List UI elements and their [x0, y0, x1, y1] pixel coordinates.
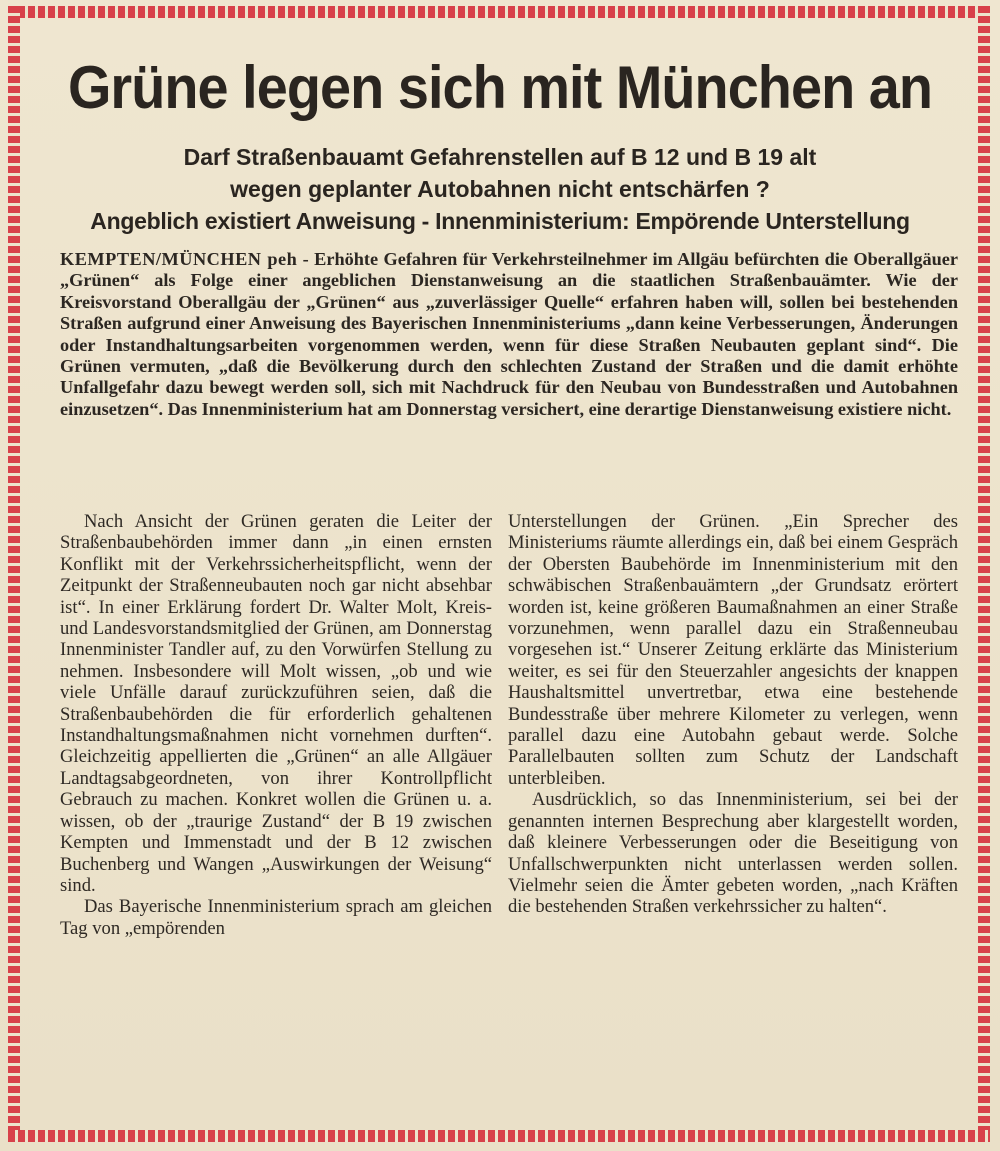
- lead-text: - Erhöhte Gefahren für Verkehrsteilnehmer im Allgäu befürchten die Oberallgäuer „Grünen“ als Folge einer angeblichen Dienstanweisung an die staatlichen Straßenbauämter. Wie der Kreisvorstand Oberallgäu der „Grünen“ aus „zuverlässiger Quelle“ erfahren haben will, sollen bei bestehenden Straßen aufgrund einer Anweisung des Bayerischen Innenministeriums „dann keine Verbesserungen, Änderungen oder Instandhaltungsarbeiten vorgenommen werden, wenn für diese Straßen Neubauten geplant sind“. Die Grünen vermuten, „daß die Bevölkerung durch den schlechten Zustand der Straßen und die damit erhöhte Unfallgefahr dazu bewegt werden soll, sich mit Nachdruck für den Neubau von Bundesstraßen und Autobahnen einzusetzen“. Das Innenministerium hat am Donnerstag versichert, eine derartige Dienstanweisung existiere nicht.: [60, 249, 959, 419]
- subheading-3: Angeblich existiert Anweisung - Innenministerium: Empörende Unterstellung: [90, 208, 910, 234]
- body-paragraph: Unterstellungen der Grünen. „Ein Sprecher des Ministeriums räumte allerdings ein, daß bei einem Gespräch der Obersten Baubehörde im Innenministerium mit den schwäbischen Straßenbauämtern „der Grundsatz erörtert worden ist, keine größeren Baumaßnahmen an einer Straße vorzunehmen, wenn parallel dazu ein Straßenneubau vorgesehen ist.“ Unserer Zeitung erklärte das Ministerium weiter, es sei für den Steuerzahler angesichts der knappen Haushaltsmittel unvertretbar, etwa eine bestehende Bundesstraße über mehrere Kilometer zu verlegen, wenn parallel dazu eine Autobahn gebaut werde. Solche Parallelbauten sollten zum Schutz der Landschaft unterbleiben.: [508, 511, 958, 789]
- dashed-border-left: [8, 6, 20, 1142]
- dashed-border-top: [8, 6, 990, 18]
- dashed-border-right: [978, 6, 990, 1142]
- dateline: KEMPTEN/MÜNCHEN peh: [60, 249, 298, 269]
- dashed-border-bottom: [8, 1130, 990, 1142]
- body-paragraph: Ausdrücklich, so das Innenministerium, sei bei der genannten internen Besprechung aber klargestellt worden, daß kleinere Verbesserungen oder die Beseitigung von Unfallschwerpunkten nicht unterlassen werden sollen. Vielmehr seien die Ämter gebeten worden, „nach Kräften die bestehenden Straßen verkehrssicher zu halten“.: [508, 789, 958, 918]
- body-paragraph: Nach Ansicht der Grünen geraten die Leiter der Straßenbaubehörden immer dann „in einen ernsten Konflikt mit der Verkehrssicherheitspflicht, wenn der Zeitpunkt der Straßenneubauten noch gar nicht absehbar ist“. In einer Erklärung fordert Dr. Walter Molt, Kreis- und Landesvorstandsmitglied der Grünen, am Donnerstag Innenminister Tandler auf, zu den Vorwürfen Stellung zu nehmen. Insbesondere will Molt wissen, „ob und wie viele Unfälle darauf zurückzuführen seien, daß die Straßenbaubehörden die für erforderlich gehaltenen Instandhaltungsmaßnahmen nicht vornehmen durften“. Gleichzeitig appellierten die „Grünen“ an alle Allgäuer Landtagsabgeordneten, von ihrer Kontrollpflicht Gebrauch zu machen. Konkret wollen die Grünen u. a. wissen, ob der „traurige Zustand“ der B 19 zwischen Kempten und Immenstadt und der B 12 zwischen Buchenberg und Wangen „Auswirkungen der Weisung“ sind.: [60, 511, 492, 896]
- subheading-1: Darf Straßenbauamt Gefahrenstellen auf B 12 und B 19 alt: [183, 144, 817, 170]
- lead-paragraph: [60, 249, 958, 420]
- body-column-right: [508, 511, 958, 918]
- subheading-2: wegen geplanter Autobahnen nicht entschärfen ?: [230, 176, 770, 202]
- body-paragraph: Das Bayerische Innenministerium sprach am gleichen Tag von „empörenden: [60, 896, 492, 939]
- headline: Grüne legen sich mit München an: [67, 54, 933, 121]
- body-column-left: [60, 511, 492, 939]
